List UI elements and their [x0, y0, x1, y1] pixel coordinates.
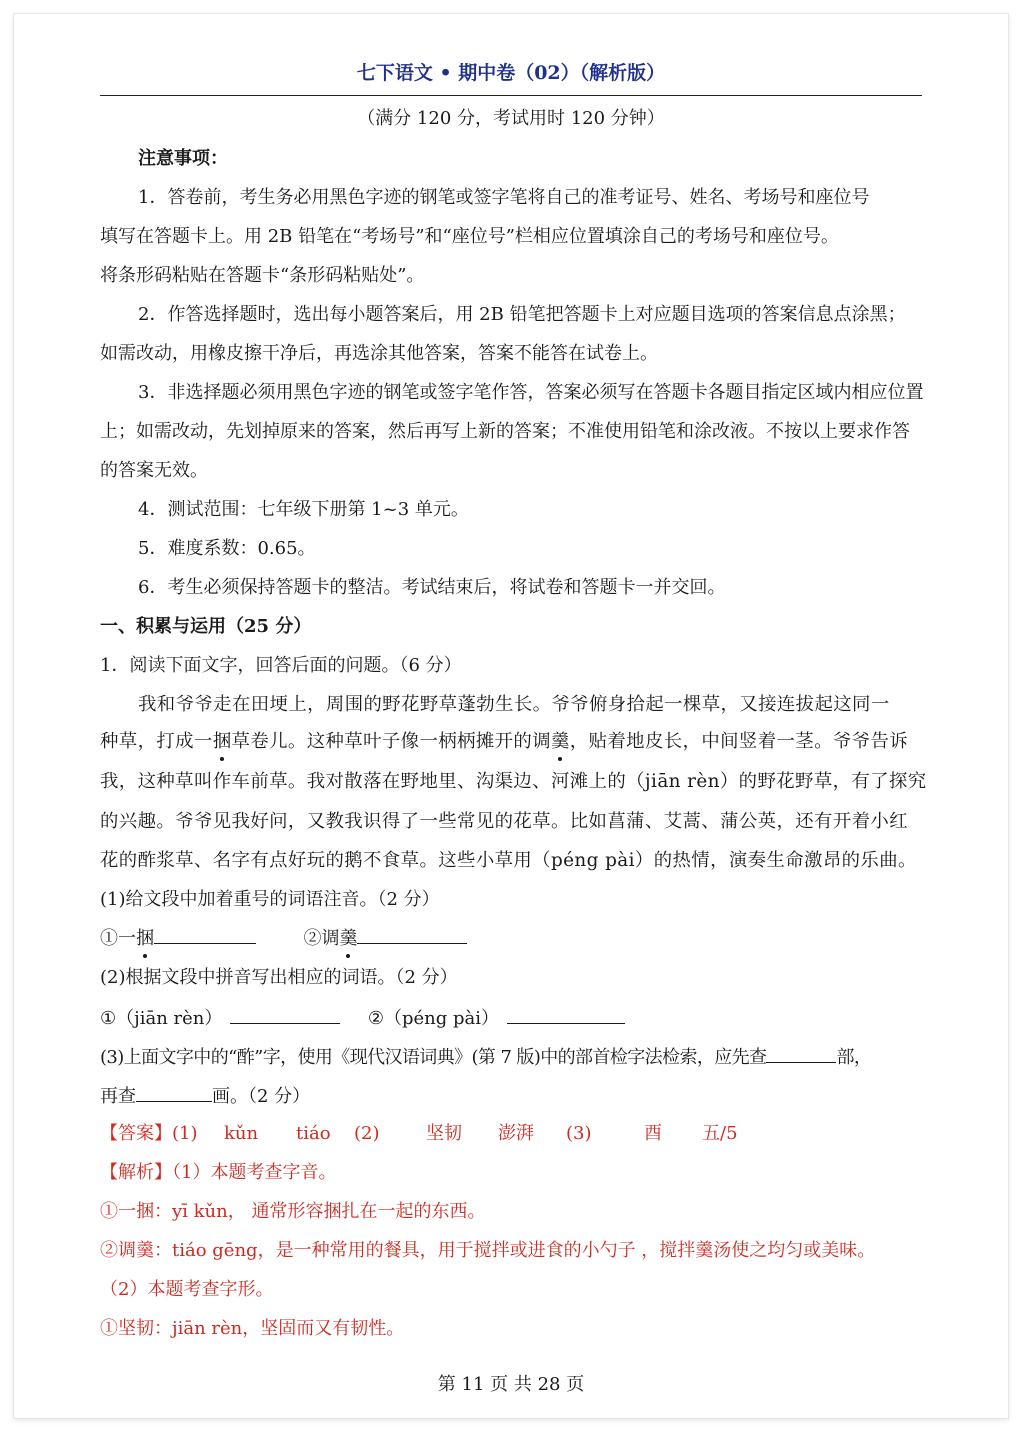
answer-item: (3) — [566, 1123, 592, 1144]
question-1-2: (2)根据文段中拼音写出相应的词语。（2 分） — [100, 967, 458, 988]
document-page — [14, 14, 1008, 1418]
passage-text: ，贴着地皮长，中间竖着一茎。爷爷告诉 — [569, 731, 909, 752]
answer-line — [100, 1123, 922, 1145]
passage-line: 花的酢浆草、名字有点好玩的鹅不食草。这些小草用（péng pài）的热情，演奏生命激昂的乐曲。 — [100, 850, 917, 871]
notice-heading: 注意事项： — [138, 148, 228, 169]
emphasis-char: 羹 — [551, 731, 570, 752]
answer-item: 酉 — [644, 1123, 662, 1144]
notice-line: 2．作答选择题时，选出每小题答案后，用 2B 铅笔把答题卡上对应题目选项的答案信息点涂黑； — [138, 304, 906, 325]
notice-line: 将条形码粘贴在答题卡“条形码粘贴处”。 — [100, 265, 425, 286]
analysis-label: 【解析】 — [100, 1162, 172, 1183]
question-1-3-cont — [100, 1084, 922, 1108]
answer-item: 坚韧 — [426, 1123, 462, 1144]
answer-item: tiáo — [296, 1123, 331, 1144]
question-1-2-blanks — [100, 1006, 922, 1030]
answer-blank[interactable] — [154, 926, 256, 944]
passage-line: 的兴趣。爷爷见我好问，又教我识得了一些常见的花草。比如菖蒲、艾蒿、蒲公英，还有开着小红 — [100, 811, 908, 832]
notice-line: 上；如需改动，先划掉原来的答案，然后再写上新的答案；不准使用铅笔和涂改液。不按以上要求作答 — [100, 421, 910, 442]
analysis-line — [100, 1162, 922, 1184]
answer-item: 澎湃 — [498, 1123, 534, 1144]
analysis-line: （2）本题考查字形。 — [100, 1279, 274, 1300]
question-text: 画。（2 分） — [212, 1086, 311, 1107]
exam-subtitle: （满分 120 分，考试用时 120 分钟） — [357, 108, 665, 129]
analysis-text: （1）本题考查字音。 — [172, 1162, 337, 1183]
question-1-3 — [100, 1045, 922, 1069]
question-text: 部， — [836, 1047, 872, 1068]
blank-label: ②（péng pài） — [367, 1008, 500, 1029]
question-text: (3)上面文字中的“酢”字，使用《现代汉语词典》(第 7 版)中的部首检字法检索，应先查 — [100, 1047, 767, 1068]
notice-line: 填写在答题卡上。用 2B 铅笔在“考场号”和“座位号”栏相应位置填涂自己的考场号和座位号。 — [100, 226, 839, 247]
passage-text: 草卷儿。这种草叶子像一柄柄摊开的调 — [231, 731, 551, 752]
question-text: 再查 — [100, 1086, 136, 1107]
emphasis-char: 捆 — [136, 928, 154, 949]
notice-line: 1．答卷前，考生务必用黑色字迹的钢笔或签字笔将自己的准考证号、姓名、考场号和座位号 — [138, 187, 870, 208]
answer-item: (2) — [354, 1123, 380, 1144]
question-1-1-blanks — [100, 926, 922, 950]
answer-item: 五/5 — [702, 1123, 738, 1144]
notice-line: 4．测试范围：七年级下册第 1~3 单元。 — [138, 499, 469, 520]
notice-line: 5．难度系数：0.65。 — [138, 538, 316, 559]
blank-label: ②调 — [303, 928, 340, 949]
answer-blank[interactable] — [357, 926, 467, 944]
passage-line — [100, 731, 922, 753]
document-title: 七下语文 • 期中卷（02）（解析版） — [356, 62, 666, 84]
section-title: 一、积累与运用（25 分） — [100, 616, 312, 637]
emphasis-char: 捆 — [212, 731, 232, 752]
analysis-line: ②调羹：tiáo gēng，是一种常用的餐具，用于搅拌或进食的小勺子 ，搅拌羹汤使之均匀或美味。 — [100, 1240, 876, 1261]
answer-blank[interactable] — [136, 1084, 212, 1102]
answer-blank[interactable] — [507, 1006, 625, 1024]
answer-item: (1) — [172, 1123, 198, 1144]
notice-line: 如需改动，用橡皮擦干净后，再选涂其他答案，答案不能答在试卷上。 — [100, 343, 658, 364]
notice-line: 3．非选择题必须用黑色字迹的钢笔或签字笔作答，答案必须写在答题卡各题目指定区域内相应位置 — [138, 382, 924, 403]
answer-blank[interactable] — [766, 1045, 836, 1063]
question-1-1: (1)给文段中加着重号的词语注音。（2 分） — [100, 889, 440, 910]
analysis-line: ①一捆：yī kǔn， 通常形容捆扎在一起的东西。 — [100, 1201, 486, 1222]
passage-line: 我和爷爷走在田埂上，周围的野花野草蓬勃生长。爷爷俯身拾起一棵草，又接连拔起这同一 — [138, 694, 890, 715]
analysis-line: ①坚韧：jiān rèn，坚固而又有韧性。 — [100, 1318, 405, 1339]
emphasis-char: 羹 — [339, 928, 358, 949]
notice-line: 的答案无效。 — [100, 460, 208, 481]
header-divider — [100, 95, 922, 96]
blank-label: ①一 — [100, 928, 136, 949]
notice-line: 6．考生必须保持答题卡的整洁。考试结束后，将试卷和答题卡一并交回。 — [138, 577, 726, 598]
passage-text: 种草，打成一 — [100, 731, 213, 752]
answer-item: kǔn — [224, 1123, 259, 1144]
page-footer: 第 11 页 共 28 页 — [437, 1374, 585, 1395]
answer-blank[interactable] — [230, 1006, 340, 1024]
passage-line: 我，这种草叫作车前草。我对散落在野地里、沟渠边、河滩上的（jiān rèn）的野花野草，有了探究 — [100, 771, 927, 792]
answer-label: 【答案】 — [100, 1123, 172, 1144]
question-1-prompt: 1．阅读下面文字，回答后面的问题。（6 分） — [100, 655, 462, 676]
blank-label: ①（jiān rèn） — [100, 1008, 223, 1029]
